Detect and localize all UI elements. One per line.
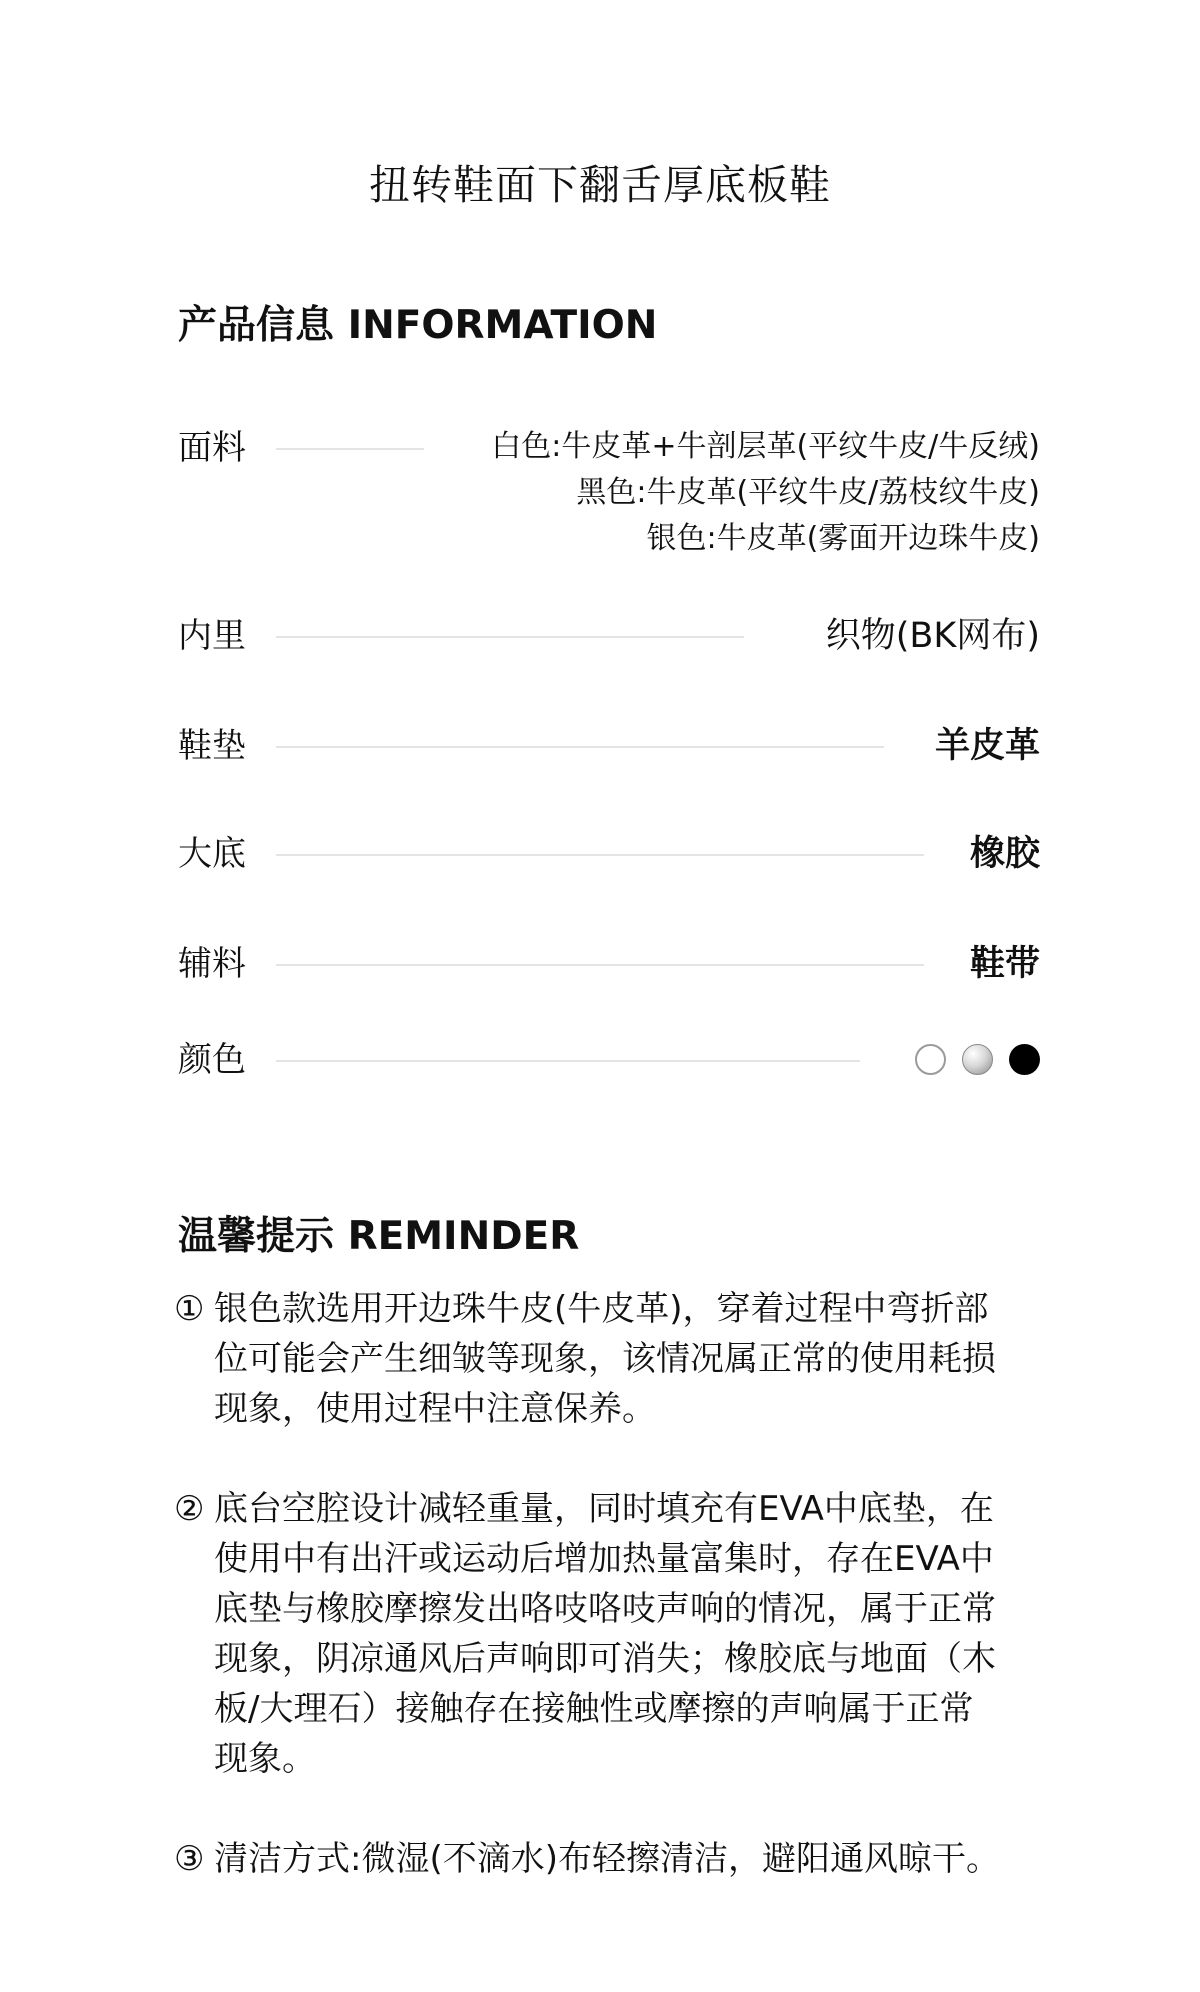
spec-row-color: [178, 1036, 1040, 1096]
color-swatches: [915, 1044, 1040, 1075]
reminder-item-2: [174, 1484, 1034, 1784]
spec-value-outsole: 橡胶: [969, 834, 1040, 874]
swatch-silver[interactable]: [962, 1044, 993, 1075]
reminder-text: [214, 1484, 1034, 1784]
spec-divider: [276, 1060, 860, 1062]
spec-row-accessory: [178, 940, 1040, 1000]
reminder-line: 使用中有出汗或运动后增加热量富集时，存在EVA中: [214, 1539, 994, 1579]
reminder-line: 现象。: [214, 1739, 316, 1779]
reminder-item-3: [174, 1834, 1034, 1884]
spec-row-material: [178, 424, 1040, 564]
reminder-line: 现象，阴凉通风后声响即可消失；橡胶底与地面（木: [214, 1639, 996, 1679]
material-line-black: 黑色:牛皮革(平纹牛皮/荔枝纹牛皮): [576, 475, 1040, 510]
reminder-number: ③: [174, 1839, 205, 1879]
material-line-silver: 银色:牛皮革(雾面开边珠牛皮): [646, 521, 1040, 556]
reminder-line: 现象，使用过程中注意保养。: [214, 1389, 656, 1429]
reminder-number: ①: [174, 1289, 205, 1329]
spec-label-color: 颜色: [178, 1040, 246, 1080]
reminder-number: ②: [174, 1489, 205, 1529]
spec-divider: [276, 636, 744, 638]
spec-divider: [276, 854, 924, 856]
reminder-line: 银色款选用开边珠牛皮(牛皮革)，穿着过程中弯折部: [214, 1289, 989, 1329]
swatch-black[interactable]: [1009, 1044, 1040, 1075]
spec-value-lining: 织物(BK网布): [825, 616, 1040, 656]
reminder-heading: 温馨提示 REMINDER: [178, 1214, 580, 1259]
reminder-line: 底垫与橡胶摩擦发出咯吱咯吱声响的情况，属于正常: [214, 1589, 996, 1629]
spec-label-accessory: 辅料: [178, 944, 246, 984]
reminder-line: 清洁方式:微湿(不滴水)布轻擦清洁，避阳通风晾干。: [214, 1839, 1000, 1879]
spec-label-outsole: 大底: [178, 834, 246, 874]
spec-row-lining: [178, 612, 1040, 672]
spec-row-outsole: [178, 830, 1040, 890]
swatch-white[interactable]: [915, 1044, 946, 1075]
info-heading: 产品信息 INFORMATION: [178, 303, 658, 348]
material-line-white: 白色:牛皮革+牛剖层革(平纹牛皮/牛反绒): [491, 429, 1040, 464]
reminder-line: 底台空腔设计减轻重量，同时填充有EVA中底垫，在: [214, 1489, 994, 1529]
spec-row-insole: [178, 722, 1040, 782]
reminder-line: 板/大理石）接触存在接触性或摩擦的声响属于正常: [214, 1689, 974, 1729]
reminder-text: [214, 1284, 1034, 1434]
spec-value-accessory: 鞋带: [969, 944, 1040, 984]
spec-divider: [276, 746, 884, 748]
spec-divider: [276, 448, 424, 450]
spec-divider: [276, 964, 924, 966]
reminder-line: 位可能会产生细皱等现象，该情况属正常的使用耗损: [214, 1339, 996, 1379]
spec-label-insole: 鞋垫: [178, 726, 246, 766]
page-title: 扭转鞋面下翻舌厚底板鞋: [369, 161, 831, 209]
reminder-item-1: [174, 1284, 1034, 1434]
spec-value-insole: 羊皮革: [934, 726, 1040, 766]
spec-value-material: [491, 424, 1040, 562]
spec-label-lining: 内里: [178, 616, 246, 656]
spec-label-material: 面料: [178, 428, 246, 468]
reminder-text: [214, 1834, 1034, 1884]
